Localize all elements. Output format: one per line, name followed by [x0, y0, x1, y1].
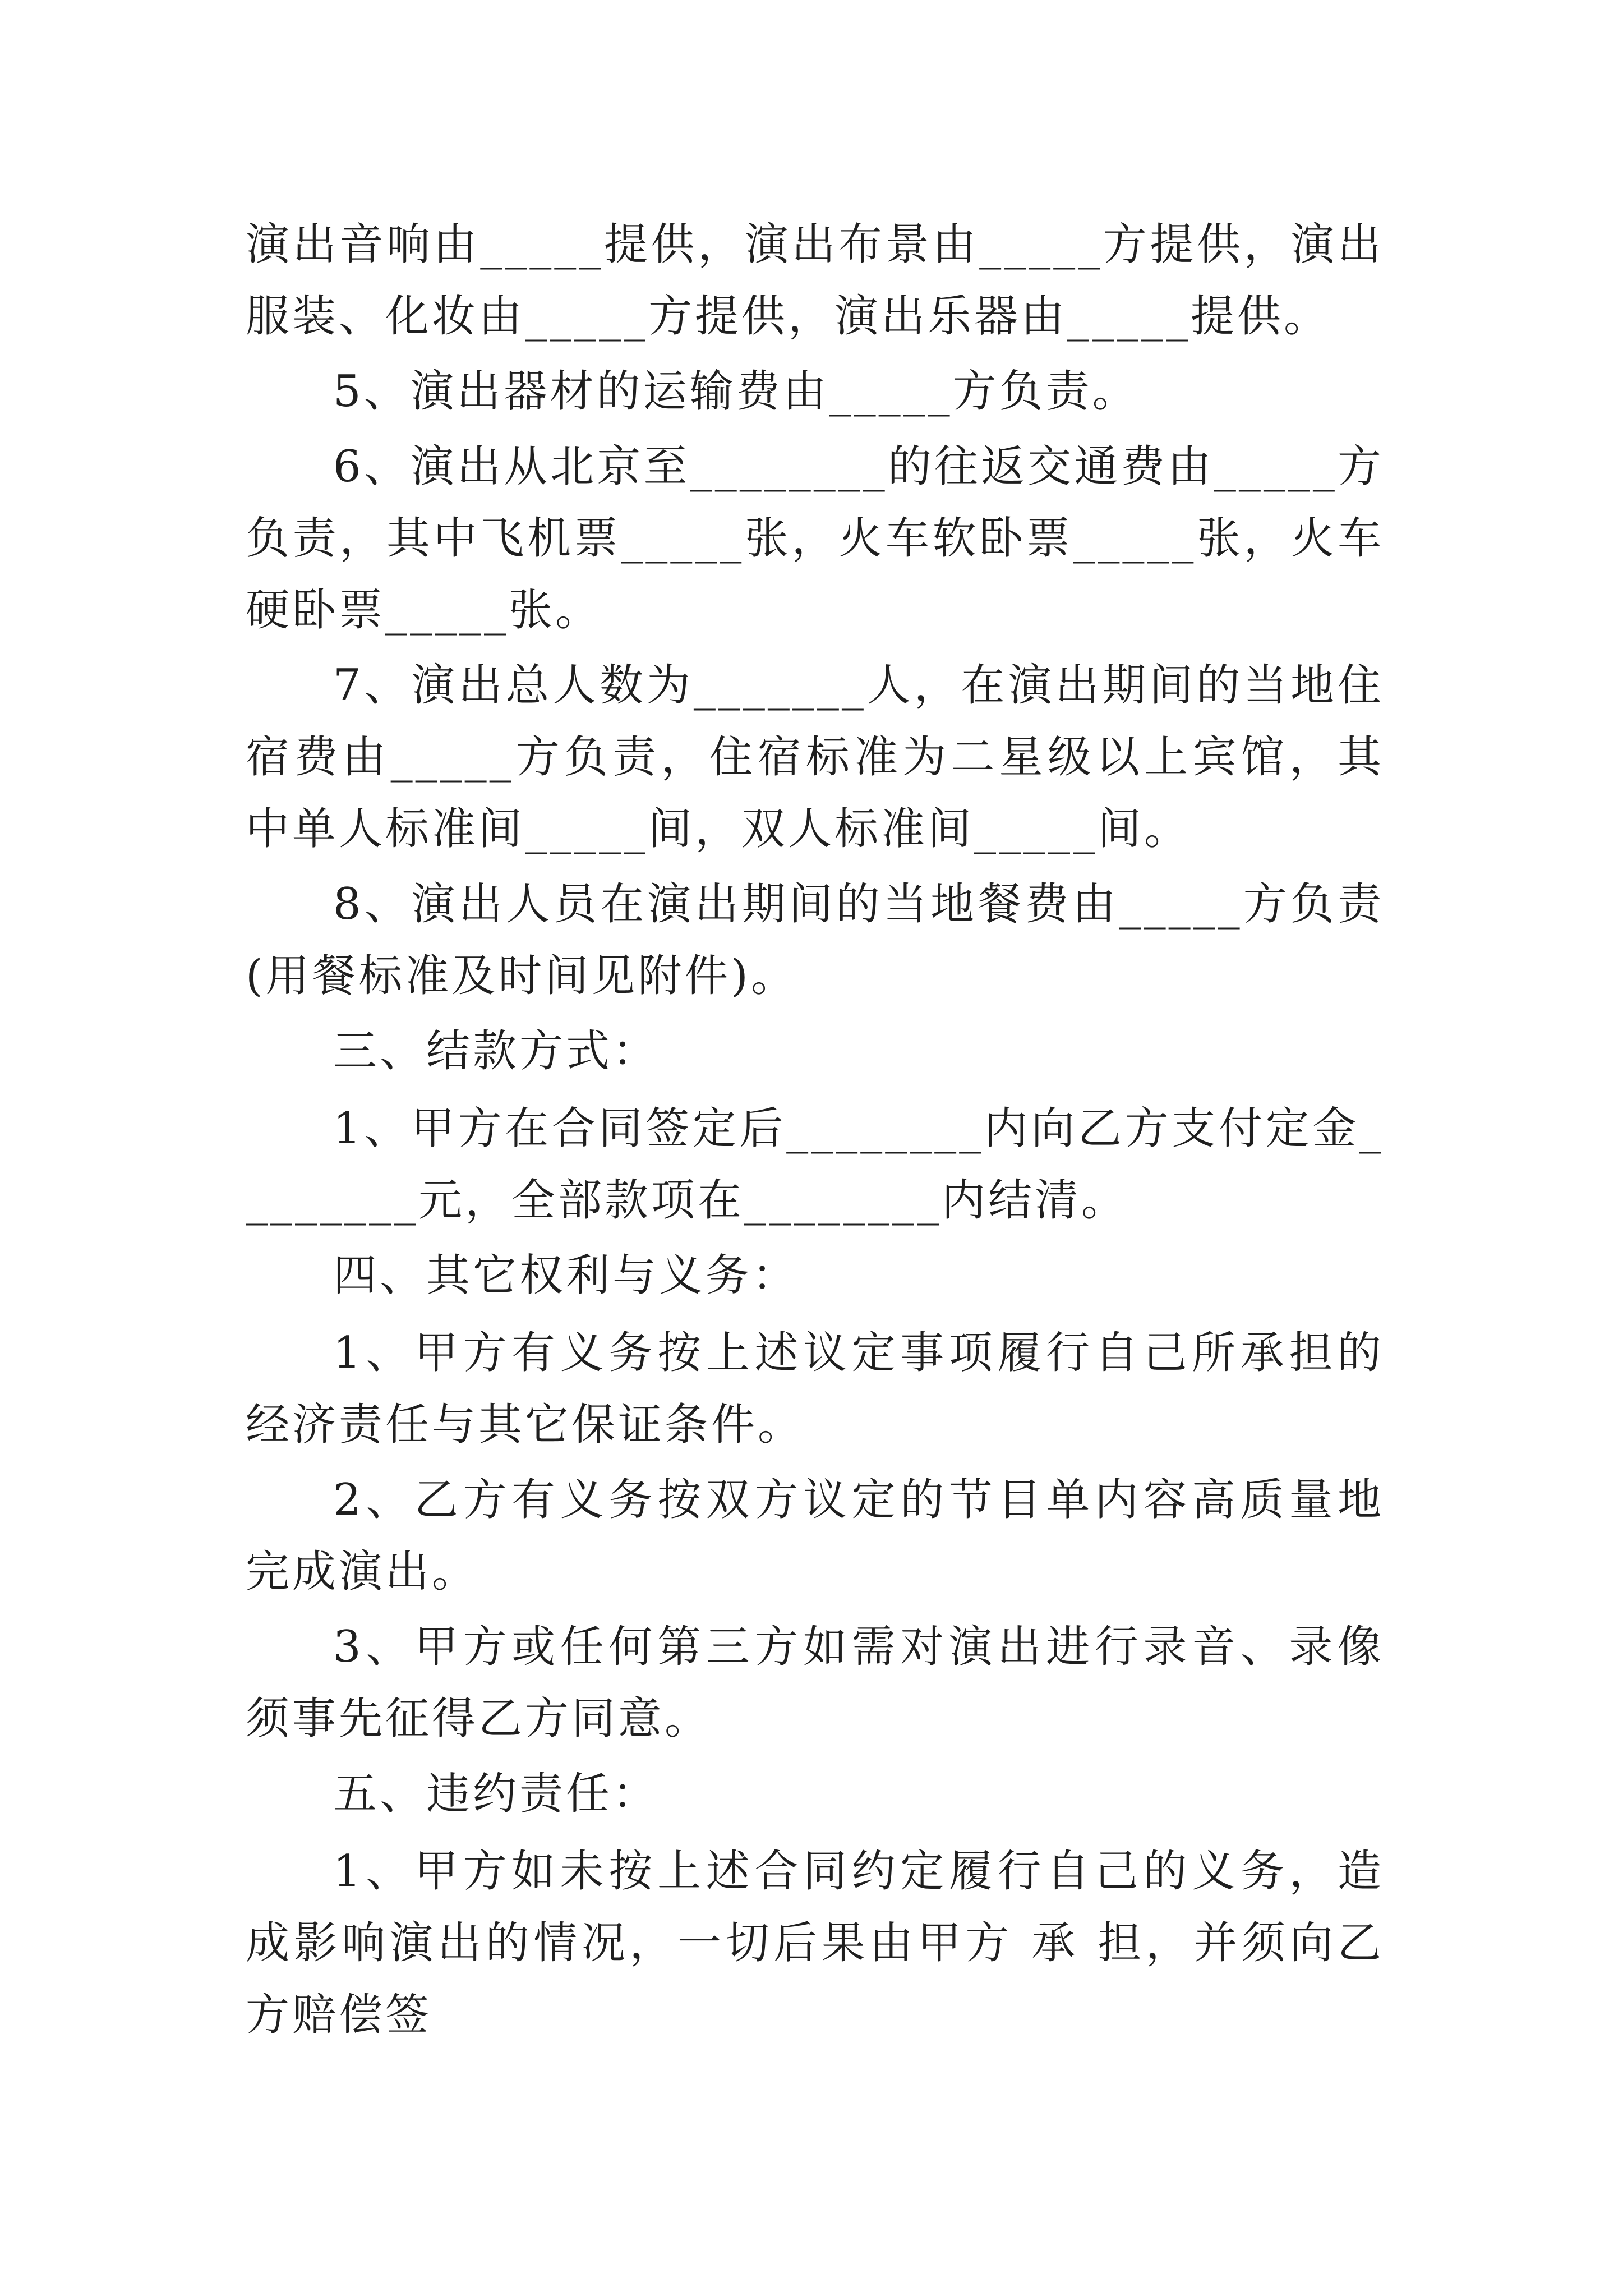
clause-8-meals: 8、演出人员在演出期间的当地餐费由_____方负责(用餐标准及时间见附件)。 [246, 879, 1384, 1001]
clause-7-accommodation: 7、演出总人数为_______人，在演出期间的当地住宿费由_____方负责，住宿标准为二星级以上宾馆，其中单人标准间_____间，双人标准间_____间。 [246, 660, 1384, 854]
paragraph-equipment-providers: 演出音响由_____提供，演出布景由_____方提供，演出服装、化妆由_____方提供，演出乐器由_____提供。 [246, 219, 1384, 342]
section-4-clause-1: 1、甲方有义务按上述议定事项履行自己所承担的经济责任与其它保证条件。 [246, 1328, 1384, 1450]
section-3-clause-1: 1、甲方在合同签定后________内向乙方支付定金________元，全部款项在________内结清。 [246, 1103, 1384, 1226]
section-3-heading: 三、结款方式： [333, 1026, 660, 1076]
clause-6-travel-cost: 6、演出从北京至________的往返交通费由_____方负责，其中飞机票_____张，火车软卧票_____张，火车硬卧票_____张。 [246, 441, 1384, 636]
section-4-heading: 四、其它权利与义务： [333, 1250, 799, 1301]
contract-body [246, 209, 1384, 2054]
section-4-clause-3: 3、甲方或任何第三方如需对演出进行录音、录像须事先征得乙方同意。 [246, 1622, 1384, 1744]
section-4-clause-2: 2、乙方有义务按双方议定的节目单内容高质量地完成演出。 [246, 1475, 1384, 1597]
clause-5-transport-cost: 5、演出器材的运输费由_____方负责。 [333, 366, 1139, 417]
section-5-heading: 五、违约责任： [333, 1769, 660, 1819]
section-5-clause-1: 1、甲方如未按上述合同约定履行自己的义务，造成影响演出的情况，一切后果由甲方 承 担，并须向乙方赔偿签 [246, 1846, 1384, 2040]
